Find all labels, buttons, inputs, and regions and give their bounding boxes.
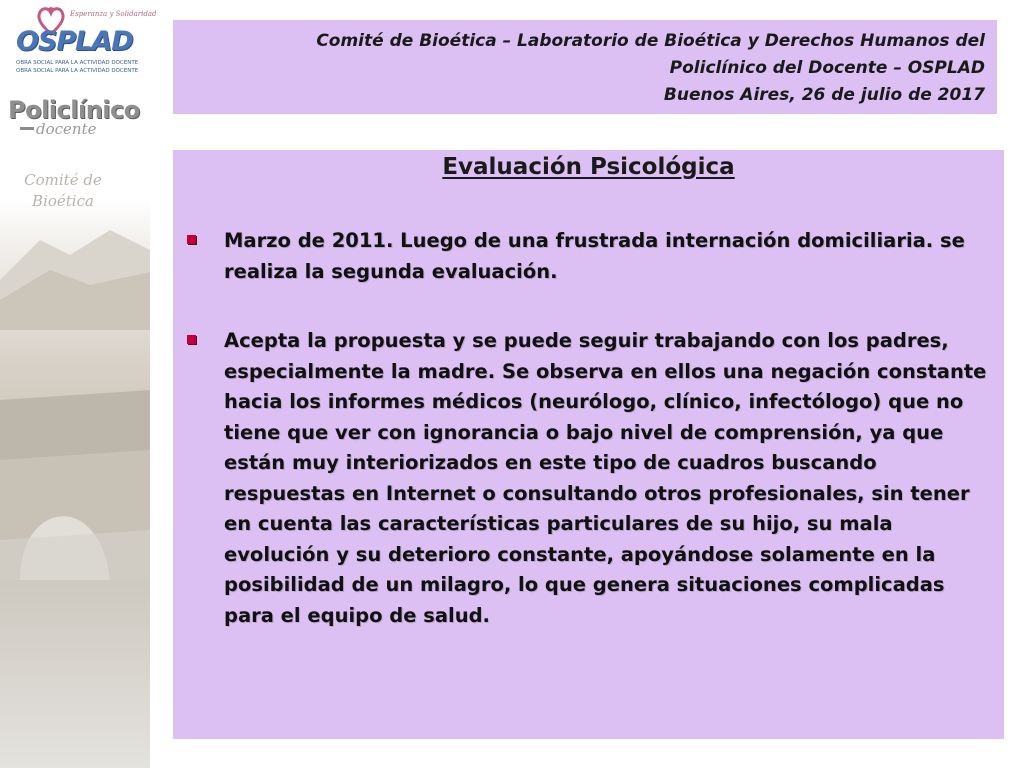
comite-label-line-2: Bioética [32, 192, 94, 210]
comite-label [10, 170, 116, 212]
bullet-text: Marzo de 2011. Luego de una frustrada internación domiciliaria. se realiza la segunda evaluación. [224, 229, 965, 283]
slide-title: Evaluación Psicológica [442, 154, 735, 180]
header-line-3: Buenos Aires, 26 de julio de 2017 [663, 85, 985, 105]
bullet-text: Acepta la propuesta y se puede seguir trabajando con los padres, especialmente la madre. Se observa en ellos una negación constante hacia los informes médicos (neurólogo, clínico, infectólogo) que no tiene que ver con ignorancia o bajo nivel de comprensión, ya que están muy interiorizados en este tipo de cuadros buscando respuestas en Internet o consultando otros profesionales, sin tener en cuenta las características particulares de su hijo, su mala evolución y su deterioro constante, apoyándose solamente en la posibilidad de un milagro, lo que genera situaciones complicadas para el equipo de salud. [224, 329, 987, 627]
header-line-2: Policlínico del Docente – OSPLAD [669, 58, 985, 78]
header-line-1: Comité de Bioética – Laboratorio de Bioética y Derechos Humanos del [316, 31, 985, 51]
header-box [173, 20, 997, 114]
bullet-square-icon [187, 235, 196, 244]
bridge-image [0, 380, 150, 580]
policlinico-name: Policlínico [8, 96, 140, 124]
sidebar [0, 0, 157, 768]
mountain-image [0, 210, 150, 330]
osplad-subtitle-2: OBRA SOCIAL PARA LA ACTIVIDAD DOCENTE [16, 68, 139, 74]
osplad-tagline: Esperanza y Solidaridad [70, 10, 157, 18]
content-box [173, 150, 1004, 739]
comite-label-line-1: Comité de [24, 171, 102, 189]
osplad-logo [14, 4, 157, 78]
logo-dash [20, 127, 34, 130]
osplad-name: OSPLAD [16, 26, 133, 57]
policlinico-subtitle: docente [36, 120, 97, 138]
osplad-subtitle-1: OBRA SOCIAL PARA LA ACTIVIDAD DOCENTE [16, 60, 139, 66]
policlinico-logo [8, 96, 144, 146]
bullet-square-icon [187, 335, 196, 344]
